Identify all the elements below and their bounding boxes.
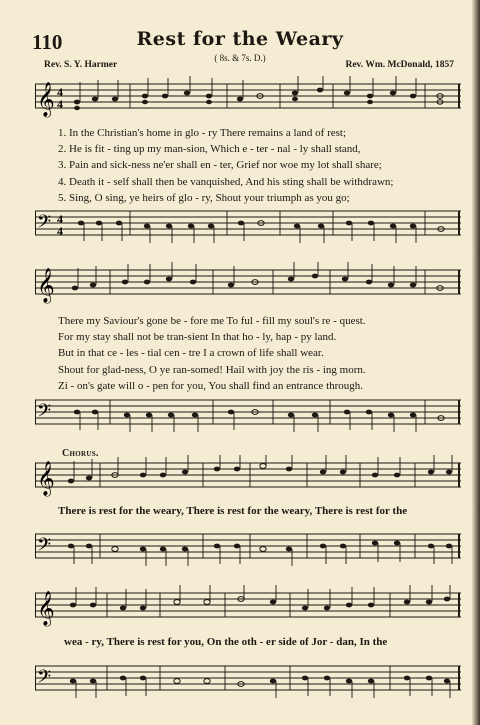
verse-3-line-b: But in that ce - les - tial cen - tre I a crown of life shall wear. bbox=[58, 347, 324, 360]
treble-staff-system-3 bbox=[35, 455, 461, 505]
svg-text:𝄢: 𝄢 bbox=[37, 212, 52, 237]
composer-credit: Rev. Wm. McDonald, 1857 bbox=[345, 60, 454, 70]
bass-time-sig-bottom: 4 bbox=[57, 224, 63, 238]
hymn-title: Rest for the Weary bbox=[136, 28, 344, 50]
bass-staff-system-3 bbox=[35, 528, 461, 568]
verse-5-line-b: Zi - on's gate will o - pen for you, You shall find an entrance through. bbox=[58, 379, 364, 392]
treble-staff-system-2 bbox=[35, 262, 461, 312]
hymn-number: 110 bbox=[32, 30, 63, 54]
verse-5-line-a: 5. Sing, O sing, ye heirs of glo - ry, Shout your triumph as you go; bbox=[58, 191, 350, 204]
treble-staff-system-4 bbox=[35, 585, 461, 635]
verse-4-line-a: 4. Death it - self shall then be vanquished, And his sting shall be withdrawn; bbox=[58, 175, 394, 188]
meter-indicator: ( 8s. & 7s. D.) bbox=[214, 53, 266, 63]
time-sig-bottom: 4 bbox=[57, 97, 63, 111]
verse-1-line-b: There my Saviour's gone be - fore me To ful - fill my soul's re - quest. bbox=[58, 315, 366, 327]
chorus-line-1: There is rest for the weary, There is rest for the weary, There is rest for the bbox=[58, 505, 408, 517]
verse-3-line-a: 3. Pain and sick-ness ne'er shall en - ter, Grief nor woe my lot shall share; bbox=[58, 159, 382, 172]
bass-staff-system-1 bbox=[35, 205, 461, 245]
svg-text:𝄢: 𝄢 bbox=[37, 667, 52, 692]
lyricist-credit: Rev. S. Y. Harmer bbox=[44, 60, 118, 70]
verse-2-line-a: 2. He is fit - ting up my man-sion, Which e - ter - nal - ly shall stand, bbox=[58, 143, 361, 156]
verse-1-line-a: 1. In the Christian's home in glo - ry There remains a land of rest; bbox=[58, 127, 347, 139]
svg-text:𝄞: 𝄞 bbox=[37, 461, 55, 496]
svg-text:𝄞: 𝄞 bbox=[37, 82, 55, 117]
page-binding-edge bbox=[472, 0, 480, 725]
verse-text-block-1 bbox=[58, 125, 458, 206]
time-sig-top: 4 bbox=[57, 85, 63, 99]
bass-time-sig-top: 4 bbox=[57, 212, 63, 226]
treble-staff-system-1 bbox=[35, 76, 461, 126]
svg-text:𝄞: 𝄞 bbox=[37, 591, 55, 626]
chorus-line-2: wea - ry, There is rest for you, On the oth - er side of Jor - dan, In the bbox=[64, 636, 388, 648]
verse-2-line-b: For my stay shall not be tran-sient In that ho - ly, hap - py land. bbox=[58, 331, 337, 344]
chorus-heading: Chorus. bbox=[62, 448, 99, 459]
verse-4-line-b: Shout for glad-ness, O ye ran-somed! Hail with joy the ris - ing morn. bbox=[58, 363, 366, 376]
svg-text:𝄢: 𝄢 bbox=[37, 535, 52, 560]
bass-staff-system-4 bbox=[35, 660, 461, 700]
svg-text:𝄞: 𝄞 bbox=[37, 268, 55, 303]
svg-text:𝄢: 𝄢 bbox=[37, 401, 52, 426]
verse-text-block-2 bbox=[58, 313, 458, 394]
bass-staff-system-2 bbox=[35, 394, 461, 434]
